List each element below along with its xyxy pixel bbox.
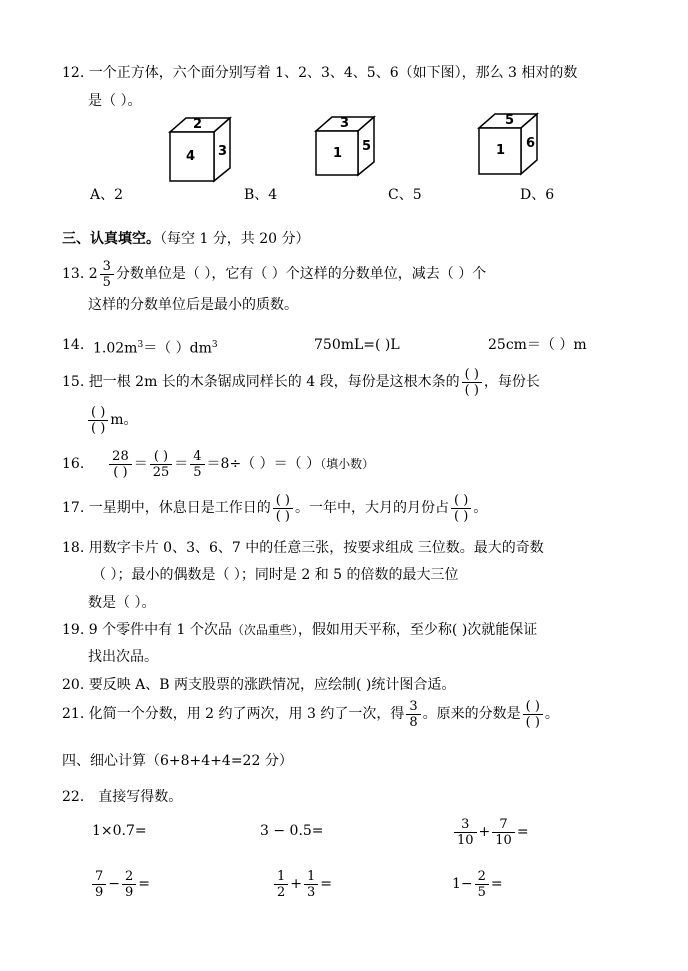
q21-frac-den: 8 [409,714,418,730]
q22-i4-n1: 7 [92,869,106,885]
section3-title: 三、认真填空。 [62,231,160,247]
cube1-side: 3 [218,144,228,159]
q16-f3-den: 5 [193,464,202,480]
cube3-side: 6 [526,136,536,151]
q22-item-4 [90,866,150,902]
q22-i3-d2: 10 [495,832,512,848]
q17-b2-num: ( ) [451,493,471,509]
q16-frac-1 [109,449,132,480]
section3-heading [62,230,310,248]
q19-note: （次品重些） [231,623,298,637]
q22-i5-d1: 2 [277,884,286,900]
cube1-top: 2 [193,117,203,132]
q22-item-1: 1×0.7= [92,823,147,839]
section3-note: （每空 1 分，共 20 分） [160,231,310,247]
q17-b1-num: ( ) [273,493,293,509]
q14-number: 14. [62,337,85,353]
q14-a-text: 1.02m [93,340,138,357]
q17-blank-frac-1 [273,493,293,524]
q21-frac-num: 3 [406,699,420,715]
q21-text-a: 21. 化简一个分数，用 2 约了两次，用 3 约了一次，得 [62,706,405,722]
q18-line3: 数是（ ）。 [88,595,156,611]
q17-b2-den: ( ) [454,508,469,524]
q22-i5-op: + [290,876,303,892]
q21-text-c: 。 [544,706,559,722]
q22-i3-op: + [478,824,491,840]
q22-i6-pre: 1− [452,876,473,892]
q15-unit: m。 [110,412,138,428]
q22-i5-eq: = [320,876,333,892]
q22-i5-frac2 [304,869,318,900]
q17-blank-frac-2 [451,493,471,524]
q16-f2-den: 25 [152,464,170,480]
q22-i4-op: − [108,876,121,892]
q17-line [62,490,487,526]
q22-item-2: 3 − 0.5= [260,823,324,839]
q22-i4-n2: 2 [122,869,136,885]
q22-i4-frac1 [92,869,106,900]
q16-frac-3 [190,449,204,480]
q18-line2: （ ）；最小的偶数是（ ）；同时是 2 和 5 的倍数的最大三位 [92,567,459,583]
q22-i5-frac1 [274,869,288,900]
q16-number: 16. [62,456,85,472]
q19-text-a: 19. 9 个零件中有 1 个次品 [62,622,232,638]
q16-rest: ＝8÷（ ）＝（ ） [206,456,321,472]
q22-i6-frac [475,869,489,900]
q16-f3-num: 4 [190,449,204,465]
q22-i5-d2: 3 [307,884,316,900]
q22-i6-n2: 2 [475,869,489,885]
q22-i4-eq: = [138,876,151,892]
q22-title: 22． 直接写得数。 [62,789,183,805]
q22-i4-frac2 [122,869,136,900]
q15-blank-frac-2 [88,405,108,436]
q21-blank-num: ( ) [523,699,543,715]
q22-i6-d2: 5 [477,884,486,900]
q22-item-3 [452,814,529,850]
q22-i4-d1: 9 [95,884,104,900]
q19-text-b: ，假如用天平称，至少称( )次就能保证 [297,622,538,638]
q22-i5-n2: 1 [304,869,318,885]
q14-part-c: 750mL=( )L [314,337,400,353]
q13-frac-den: 5 [102,274,111,290]
q22-i3-n2: 7 [492,817,515,833]
q21-blank-frac [523,699,543,730]
cube2-side: 5 [362,139,372,154]
q16-f2-num: ( ) [150,449,173,465]
q14-part-a [93,336,218,358]
q22-item-5 [272,866,332,902]
q22-i3-frac1 [454,817,477,848]
q21-text-b: 。原来的分数是 [422,706,521,722]
q19-line2: 找出次品。 [88,649,158,665]
q17-text-c: 。 [473,500,488,516]
q18-line1: 18. 用数字卡片 0、3、6、7 中的任意三张，按要求组成 三位数。最大的奇数 [62,540,544,556]
q13-line1 [62,256,486,292]
q16-f1-den: ( ) [113,464,128,480]
q16-eq2: ＝ [174,456,189,472]
q15-line2 [86,402,138,438]
q12-line1: 12. 一个正方体，六个面分别写着 1、2、3、4、5、6（如下图），那么 3 相对的数 [62,65,578,81]
q22-i3-frac2 [492,817,515,848]
cube2-top: 3 [340,116,350,131]
q21-fraction [406,699,420,730]
q12-option-d: D、6 [520,187,555,203]
q12-option-a: A、2 [90,187,124,203]
q22-item-6 [452,866,503,902]
q15-blank-frac-1 [462,367,482,398]
q14-b-sup: 3 [211,340,218,350]
q15-line1 [62,364,540,400]
cube-figures [0,0,688,200]
q21-blank-den: ( ) [525,714,540,730]
q22-i3-n1: 3 [454,817,477,833]
q12-option-b: B、4 [244,187,278,203]
q16-line [62,446,374,482]
q15-text: 15. 把一根 2m 长的木条锯成同样长的 4 段，每份是这根木条的 [62,374,460,390]
q13-line1-rest: 分数单位是（ ），它有（ ）个这样的分数单位，减去（ ）个 [115,266,487,282]
q13-line2: 这样的分数单位后是最小的质数。 [88,297,298,313]
q21-line [62,696,559,732]
q15-blank2-num: ( ) [88,405,108,421]
q16-eq1: ＝ [133,456,148,472]
q15-blank2-den: ( ) [91,420,106,436]
q17-text-b: 。一年中，大月的月份占 [295,500,449,516]
q15-blank1-den: ( ) [464,382,479,398]
q13-fraction [100,259,114,290]
section4-title: 四、细心计算（6+8+4+4=22 分） [62,753,293,769]
q16-f1-num: 28 [109,449,132,465]
q12-line2: 是（ ）。 [88,93,142,109]
q19-line1 [62,621,537,639]
q16-note: （填小数） [320,457,375,471]
q13-number: 13. 2 [62,266,98,282]
q12-option-c: C、5 [388,187,422,203]
cube3-front: 1 [496,143,506,158]
q22-i6-eq: = [490,876,503,892]
q15-text-end: ，每份长 [483,374,540,390]
q22-i5-n1: 1 [274,869,288,885]
q14-b-text: ＝（ ）dm [143,340,212,357]
q16-frac-2 [150,449,173,480]
q17-b1-den: ( ) [275,508,290,524]
q22-i3-d1: 10 [457,832,474,848]
q17-text-a: 17. 一星期中，休息日是工作日的 [62,500,271,516]
q22-i3-eq: = [516,824,529,840]
q13-frac-num: 3 [100,259,114,275]
q20-line: 20. 要反映 A、B 两支股票的涨跌情况，应绘制( )统计图合适。 [62,677,456,693]
cube1-front: 4 [186,149,196,164]
q14-part-d: 25cm＝（ ）m [488,337,587,353]
cube3-top: 5 [505,113,515,128]
cube2-front: 1 [333,146,343,161]
q22-i4-d2: 9 [125,884,134,900]
q14-a-sup: 3 [137,340,144,350]
q15-blank1-num: ( ) [462,367,482,383]
